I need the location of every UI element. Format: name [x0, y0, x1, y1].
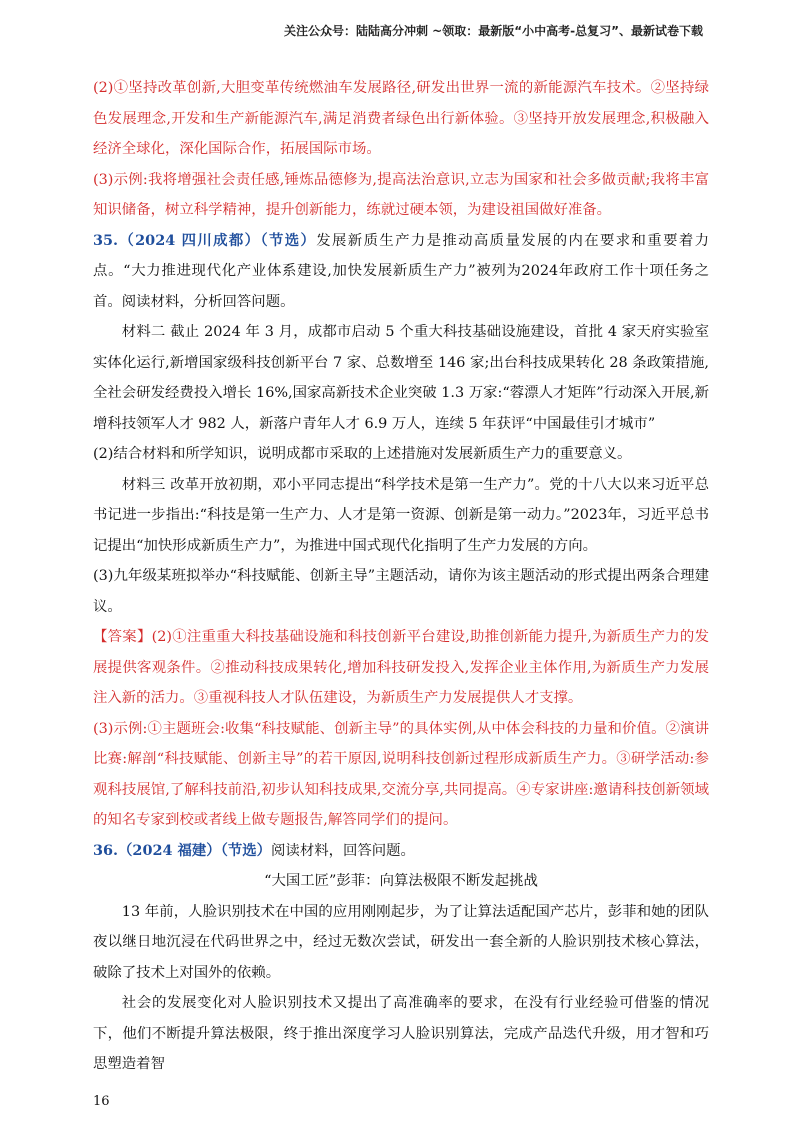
page-header: 关注公众号：陆陆高分冲刺 ~领取：最新版“小中高考-总复习”、最新试卷下载	[284, 24, 703, 38]
q35-label: 35.（2024 四川成都）（节选）	[93, 231, 317, 249]
q35-material-3: 材料三 改革开放初期，邓小平同志提出“科学技术是第一生产力”。党的十八大以来习近平总书记进一步指出:“科技是第一生产力、人才是第一资源、创新是第一动力。”2023年，习近平总书记提出“加快形成新质生产力”，为推进中国式现代化指明了生产力发展的方向。	[93, 476, 709, 554]
q36-intro-paragraph	[93, 836, 709, 867]
q35-question-2: (2)结合材料和所学知识，说明成都市采取的上述措施对发展新质生产力的重要意义。	[93, 446, 632, 462]
q34-answer-part3: (3)示例:我将增强社会责任感,锤炼品德修为,提高法治意识,立志为国家和社会多做贡献;我将丰富知识储备，树立科学精神，提升创新能力，练就过硬本领，为建设祖国做好准备。	[93, 171, 709, 218]
page-content	[93, 73, 709, 1080]
q35-intro: 发展新质生产力是推动高质量发展的内在要求和重要着力点。“大力推进现代化产业体系建设,加快发展新质生产力”被列为2024年政府工作十项任务之首。阅读材料，分析回答问题。	[93, 232, 709, 310]
q35-answer-part2	[93, 622, 709, 714]
q36-paragraph-1: 13 年前，人脸识别技术在中国的应用刚刚起步，为了让算法适配国产芯片，彭菲和她的团队夜以继日地沉浸在代码世界之中，经过无数次尝试，研发出一套全新的人脸识别技术核心算法，破除了技术上对国外的依赖。	[93, 903, 709, 981]
q35-question-3: (3)九年级某班拟举办“科技赋能、创新主导”主题活动，请你为该主题活动的形式提出两条合理建议。	[93, 568, 709, 615]
q35-answer-2-text: (2)①注重重大科技基础设施和科技创新平台建设,助推创新能力提升,为新质生产力的发展提供客观条件。②推动科技成果转化,增加科技研发投入,发挥企业主体作用,为新质生产力发展注入新的活力。③重视科技人才队伍建设，为新质生产力发展提供人才支撑。	[93, 629, 709, 706]
q35-answer-part3: (3)示例:①主题班会:收集“科技赋能、创新主导”的具体实例,从中体会科技的力量和价值。②演讲比赛:解剖“科技赋能、创新主导”的若干原因,说明科技创新过程形成新质生产力。③研学活动:参观科技展馆,了解科技前沿,初步认知科技成果,交流分享,共同提高。④专家讲座:邀请科技创新领域的知名专家到校或者线上做专题报告,解答同学们的提问。	[93, 720, 709, 828]
answer-label: 【答案】	[93, 629, 152, 645]
q36-intro: 阅读材料，回答问题。	[271, 842, 415, 859]
q36-paragraph-2: 社会的发展变化对人脸识别技术又提出了高准确率的要求，在没有行业经验可借鉴的情况下，他们不断提升算法极限，终于推出深度学习人脸识别算法，完成产品迭代升级，用才智和巧思塑造着智	[93, 995, 709, 1072]
page-number: 16	[93, 1094, 110, 1109]
q36-article-title: “大国工匠”彭菲：向算法极限不断发起挑战	[264, 873, 538, 889]
q34-answer-part2: (2)①坚持改革创新,大胆变革传统燃油车发展路径,研发出世界一流的新能源汽车技术。②坚持绿色发展理念,开发和生产新能源汽车,满足消费者绿色出行新体验。③坚持开放发展理念,积极融入经济全球化，深化国际合作，拓展国际市场。	[93, 80, 709, 157]
q35-intro-paragraph	[93, 226, 709, 318]
q35-material-2: 材料二 截止 2024 年 3 月，成都市启动 5 个重大科技基础设施建设，首批 4 家天府实验室实体化运行,新增国家级科技创新平台 7 家、总数增至 146 家;出台科技成果转化 28 条政策措施,全社会研发经费投入增长 16%,国家高新技术企业突破 1.3 万家:“蓉漂人才矩阵”行动深入开展,新增科技领军人才 982 人，新落户青年人才 6.9 万人，连续 5 年获评“中国最佳引才城市”	[93, 324, 709, 432]
q36-label: 36.（2024 福建）（节选）	[93, 841, 272, 859]
